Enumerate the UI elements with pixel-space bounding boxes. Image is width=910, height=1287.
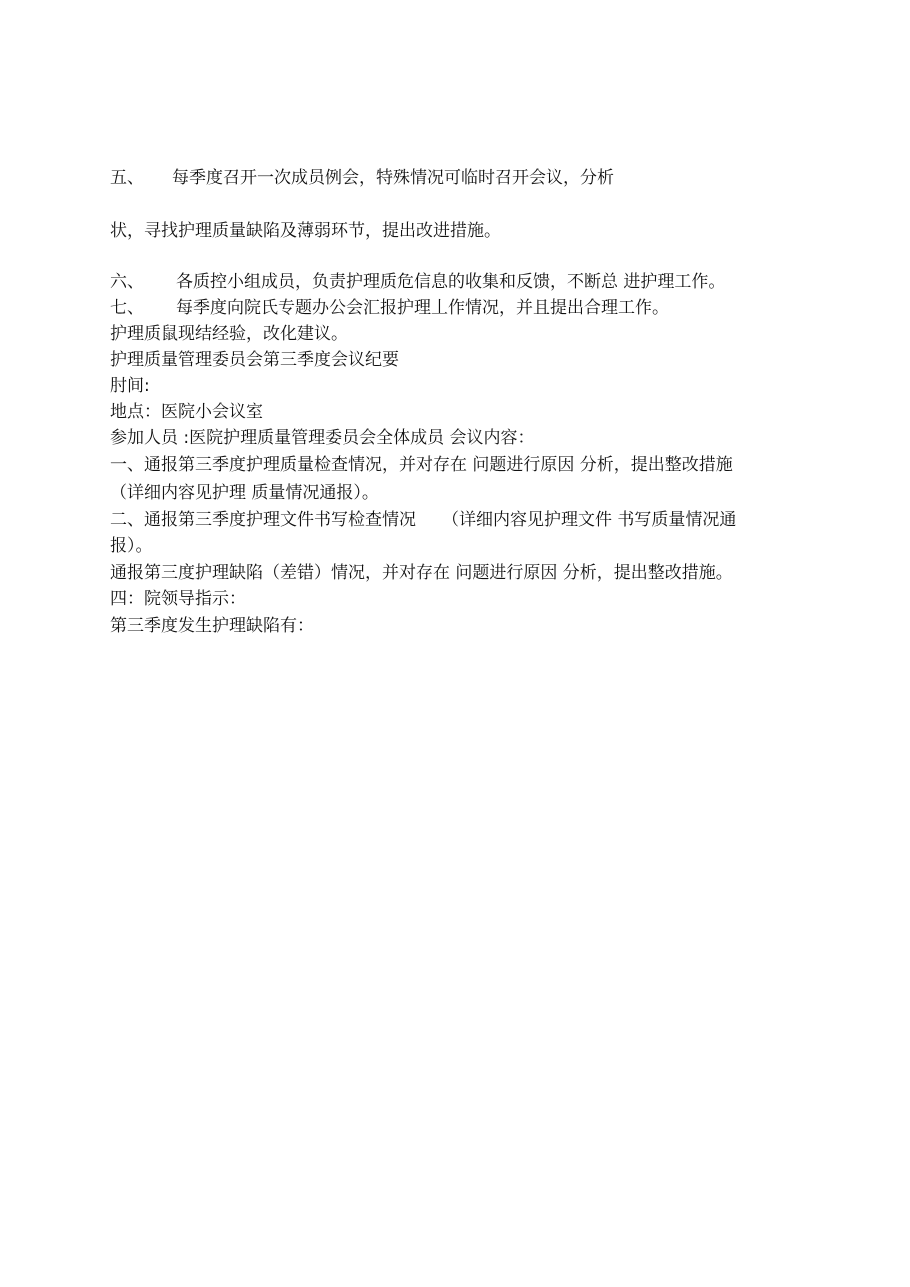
place-line xyxy=(110,400,800,424)
point-1-line-1 xyxy=(110,453,800,477)
defects-line xyxy=(110,614,800,638)
point-2-line-1 xyxy=(110,508,800,532)
point-3-text: 通报第三度护理缺陷（差错）情况，并对存在 问题进行原因 分析，提出整改措施。 xyxy=(110,563,733,583)
summary-text: 护理质鼠现结经验，改化建议。 xyxy=(110,324,348,344)
point-2-line-2 xyxy=(110,534,800,558)
point-4-text: 四：院领导指示： xyxy=(110,589,246,609)
item-5-text: 每季度召开一次成员例会，特殊情况可临时召开会议，分析 xyxy=(172,168,614,188)
item-5-line-2 xyxy=(110,219,800,243)
item-5-number: 五、 xyxy=(110,168,144,188)
point-1-line-2 xyxy=(110,481,800,505)
time-line xyxy=(110,374,800,398)
item-5-continuation: 状，寻找护理质量缺陷及薄弱环节，提出改进措施。 xyxy=(110,221,501,241)
attendees-line xyxy=(110,426,800,450)
item-6-number: 六、 xyxy=(110,272,144,292)
meeting-title-text: 护理质量管理委员会第三季度会议纪要 xyxy=(110,350,399,370)
defects-text: 第三季度发生护理缺陷有： xyxy=(110,616,314,636)
point-3-line xyxy=(110,561,800,585)
item-6-line xyxy=(110,270,800,294)
item-6-text: 各质控小组成员，负责护理质危信息的收集和反馈，不断总 进护理工作。 xyxy=(176,272,726,292)
item-7-text: 每季度向院氏专题办公会汇报护理丄作情况，并且提出合理工作。 xyxy=(176,298,669,318)
point-2-detail: （详细内容见护理文件 书写质量情况通 xyxy=(442,510,737,530)
point-2-continuation: 报）。 xyxy=(110,536,153,556)
time-label: 肘间: xyxy=(110,376,150,396)
point-1-continuation: （详细内容见护理 质量情况通报）。 xyxy=(110,483,379,503)
point-1-text: 一、通报第三季度护理质量检查情况，并对存在 问题进行原因 分析，提出整改措施 xyxy=(110,455,733,475)
item-7-number: 七、 xyxy=(110,298,144,318)
place-label: 地点：医院小会议室 xyxy=(110,402,263,422)
item-5-line-1 xyxy=(110,166,800,190)
meeting-title xyxy=(110,348,800,372)
attendees-text: 参加人员 :医院护理质量管理委员会全体成员 会议内容： xyxy=(110,428,535,448)
summary-line xyxy=(110,322,800,346)
item-7-line xyxy=(110,296,800,320)
point-2-text: 二、通报第三季度护理文件书写检查情况 xyxy=(110,510,416,530)
point-4-line xyxy=(110,587,800,611)
